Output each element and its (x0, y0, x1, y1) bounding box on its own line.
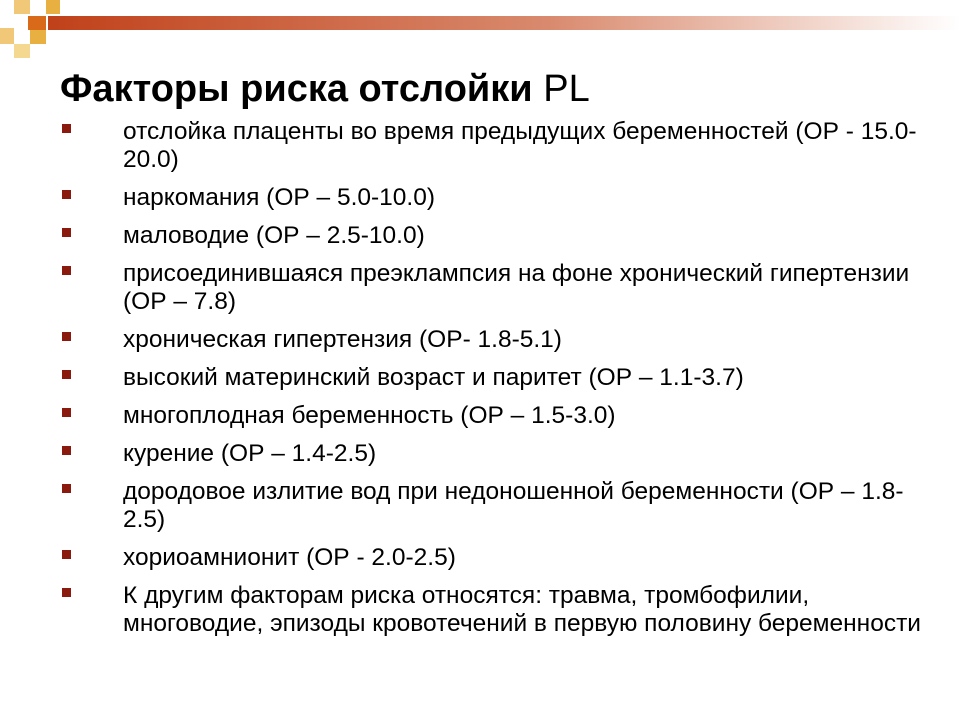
bullet-square-icon (62, 446, 71, 455)
list-item (62, 478, 922, 534)
risk-factor-list (62, 118, 922, 648)
list-item-text: отслойка плаценты во время предыдущих беременностей (ОР - 15.0-20.0) (123, 118, 917, 173)
list-item-text: хроническая гипертензия (ОР- 1.8-5.1) (123, 326, 562, 353)
deco-square-orange (28, 16, 46, 30)
list-item (62, 440, 922, 468)
deco-square-yellow (14, 44, 30, 58)
bullet-square-icon (62, 124, 71, 133)
bullet-square-icon (62, 332, 71, 341)
bullet-square-icon (62, 408, 71, 417)
slide-title-bold: Факторы риска отслойки (60, 68, 533, 110)
deco-square-tan-2 (0, 28, 14, 44)
list-item-text: курение (ОР – 1.4-2.5) (123, 440, 377, 467)
list-item-text: К другим факторам риска относятся: травма, тромбофилии, многоводие, эпизоды кровотечений в первую половину беременности (123, 582, 921, 637)
bullet-square-icon (62, 484, 71, 493)
bullet-square-icon (62, 588, 71, 597)
list-item (62, 582, 922, 638)
bullet-square-icon (62, 370, 71, 379)
list-item (62, 184, 922, 212)
list-item (62, 402, 922, 430)
deco-square-tan-1 (14, 0, 30, 14)
list-item-text: дородовое излитие вод при недоношенной беременности (ОР – 1.8-2.5) (123, 478, 904, 533)
list-item-text: наркомания (ОР – 5.0-10.0) (123, 184, 436, 211)
slide-title (60, 66, 590, 112)
list-item-text: хориоамнионит (ОР - 2.0-2.5) (123, 544, 456, 571)
list-item (62, 260, 922, 316)
bullet-square-icon (62, 190, 71, 199)
header-gradient-bar (48, 16, 960, 30)
bullet-square-icon (62, 550, 71, 559)
list-item (62, 326, 922, 354)
deco-square-gold-1 (46, 0, 60, 14)
slide-title-suffix: PL (543, 68, 590, 110)
list-item-text: маловодие (ОР – 2.5-10.0) (123, 222, 425, 249)
bullet-square-icon (62, 228, 71, 237)
list-item (62, 364, 922, 392)
list-item-text: присоединившаяся преэклампсия на фоне хронический гипертензии (ОР – 7.8) (123, 260, 910, 315)
header-decoration (0, 0, 960, 60)
list-item (62, 222, 922, 250)
list-item-text: многоплодная беременность (ОР – 1.5-3.0) (123, 402, 616, 429)
list-item-text: высокий материнский возраст и паритет (ОР – 1.1-3.7) (123, 364, 744, 391)
bullet-square-icon (62, 266, 71, 275)
list-item (62, 118, 922, 174)
list-item (62, 544, 922, 572)
deco-square-gold-2 (30, 30, 46, 44)
